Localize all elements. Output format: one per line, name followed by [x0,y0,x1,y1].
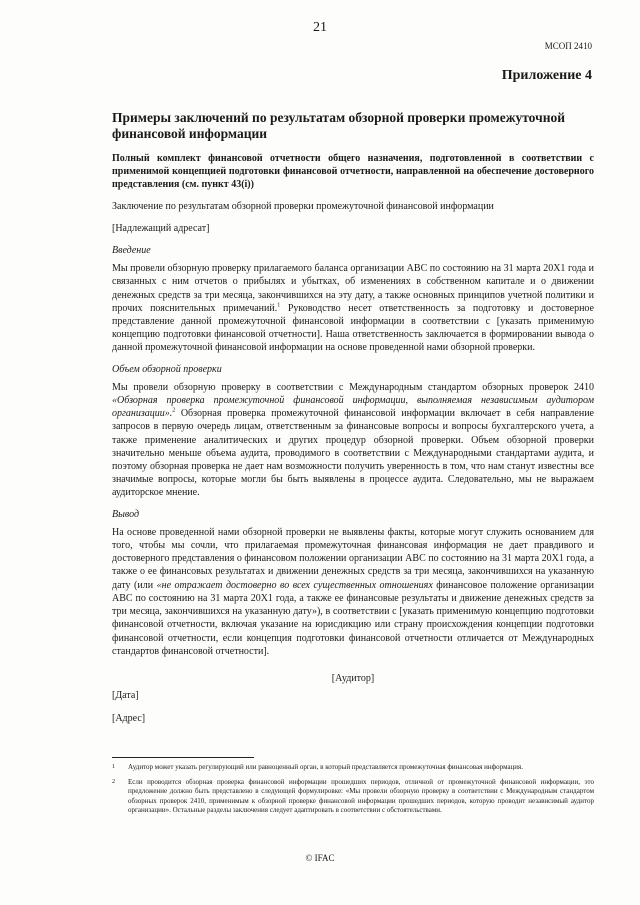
intro-text-a: Мы провели обзорную проверку прилагаемого баланса организации АВС по состоянию на 31 марта 20X1 года и связанных с ним отчетов о прибылях и убытках, об изменениях в собственном капитале и о движении денежных средств за три месяца, закончившихся на эту дату, а также основных принципов учетной политики и прочих пояснительных примечаний. [112,263,594,314]
document-body [112,110,594,726]
scope-paragraph [112,381,594,500]
footnote-1 [112,763,594,773]
conclusion-italic-phrase: «не отражает достоверно во всех существенных отношениях [156,579,433,591]
appendix-label: Приложение 4 [501,68,592,83]
intro-text-b: Руководство несет ответственность за подготовку и достоверное представление данной промежуточной финансовой информации в соответствии с [указать применимую концепцию подготовки финансовой отчетности]. Наша ответственность заключается в формировании вывода о данной промежуточной финансовой информации на основе проведенной нами обзорной проверки. [112,302,594,354]
report-title: Заключение по результатам обзорной проверки промежуточной финансовой информации [112,200,494,212]
scope-text-b: Обзорная проверка промежуточной финансовой информации включает в себя направление запросов в первую очередь лицам, ответственным за финансовые вопросы и вопросы бухгалтерского учета, а также применение аналитических и других процедур обзорной проверки. Объем обзорной проверки значительно меньше объема аудита, проводимого в соответствии с Международными стандартами аудита, и поэтому обзорная проверка не дает нам возможности получить уверенность в том, что нам станут известны все значимые вопросы, которые могли бы быть выявлены в процессе аудита. Следовательно, мы не выражаем аудиторское мнение. [112,408,594,499]
document-subtitle: Полный комплект финансовой отчетности общего назначения, подготовленной в соответствии с применимой концепцией подготовки финансовой отчетности, направленной на обеспечение достоверного представления (см. пункт 43(i)) [112,153,594,191]
signature-date: [Дата] [112,690,139,702]
footnote-text: Аудитор может указать регулирующий или равноценный орган, в который представляется промежуточная финансовая информация. [128,763,524,771]
conclusion-text-a: На основе проведенной нами обзорной проверки не выявлены факты, которые могут служить основанием для того, чтобы мы сочли, что прилагаемая промежуточная финансовая информация не дает правдивого и достоверного представления о финансовом положении организации АВС по состоянию на 31 марта 20X1 года, а также о ее финансовых результатах и движении денежных средств за три месяца, закончившихся на указанную дату (или [112,526,594,591]
signature-address: [Адрес] [112,713,146,725]
footnotes [112,757,594,821]
conclusion-paragraph [112,526,594,658]
scope-standard-title: «Обзорная проверка промежуточной финансовой информации, выполняемая независимым аудитором организации». [112,395,594,420]
conclusion-text-b: финансовое положение организации АВС по состоянию на 31 марта 20X1 года, а также ее финансовые результаты и движение денежных средств за три месяца, закончившихся на указанную дату»), в соответствии с [указать применимую концепцию подготовки финансовой отчетности, включая указание на юрисдикцию или страну происхождения концепции подготовки финансовой отчетности, если концепция подготовки финансовой отчетности отличается от Международных стандартов финансовой отчетности]. [112,579,594,657]
footnote-text: Если проводится обзорная проверка финансовой информации прошедших периодов, отличной от промежуточной финансовой информации, это предложение должно быть представлено в следующей формулировке: «Мы провели обзорную проверку в соответствии с Международным стандартом обзорных проверок 2410, применимым к обзорной проверке финансовой информации прошедших периодов, которую проводит независимый аудитор организации». Остальные разделы заключения следует адаптировать в соответствии с обстоятельствами. [128,777,594,814]
intro-paragraph [112,262,594,354]
document-title: Примеры заключений по результатам обзорной проверки промежуточной финансовой информации [112,110,566,141]
footnote-2 [112,778,594,816]
footnote-ref-2[interactable]: 2 [172,407,176,414]
copyright-footer: © IFAC [305,853,335,863]
auditor-signature: [Аудитор] [331,672,375,684]
addressee: [Надлежащий адресат] [112,222,210,234]
intro-heading: Введение [112,245,151,257]
footnote-mark: 1 [112,764,115,770]
doc-code: МСОП 2410 [544,41,592,51]
page-number: 21 [313,20,327,35]
footnote-mark: 2 [112,778,115,785]
footnote-ref-1[interactable]: 1 [277,302,281,309]
conclusion-heading: Вывод [112,508,140,520]
footnote-divider [112,757,254,758]
scope-text-a: Мы провели обзорную проверку в соответствии с Международным стандартом обзорных проверок 2410 [112,381,594,393]
scope-heading: Объем обзорной проверки [112,363,222,375]
